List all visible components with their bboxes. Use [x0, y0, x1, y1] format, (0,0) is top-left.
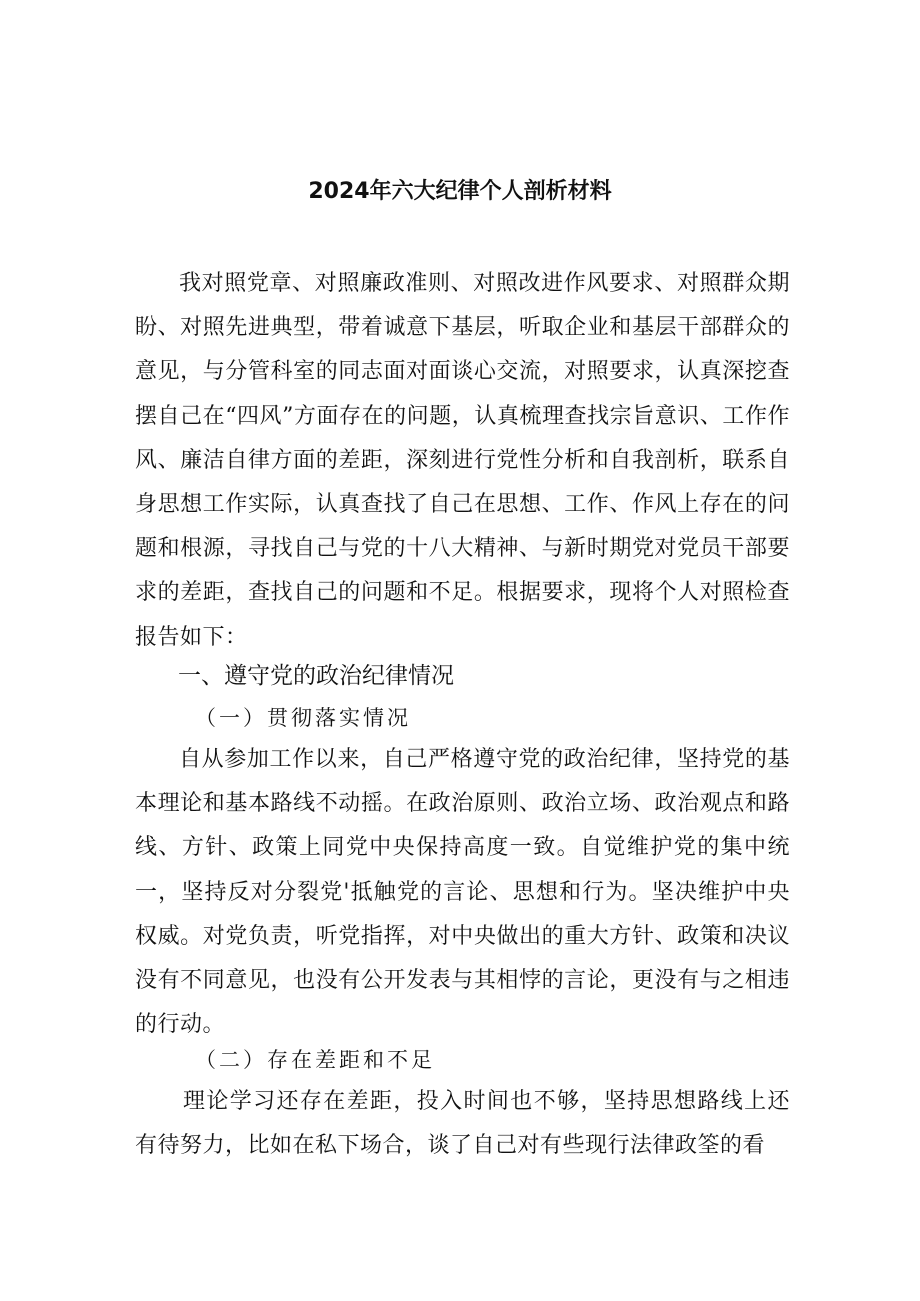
subsection-heading-gaps: （二）存在差距和不足 [195, 1048, 435, 1072]
document-title: 2024年六大纪律个人剖析材料 [308, 179, 612, 204]
intro-paragraph: 我对照党章、对照廉政准则、对照改进作风要求、对照群众期盼、对照先进典型，带着诚意下基层，听取企业和基层干部群众的意见，与分管科室的同志面对面谈心交流，对照要求，认真深挖查摆自己在“四风”方面存在的问题，认真梳理查找宗旨意识、工作作风、廉洁自律方面的差距，深刻进行党性分析和自我剖析，联系自身思想工作实际，认真查找了自己在思想、工作、作风上存在的问题和根源，寻找自己与党的十八大精神、与新时期党对党员干部要求的差距，查找自己的问题和不足。根据要求，现将个人对照检查报告如下： [135, 271, 790, 650]
gaps-paragraph: 理论学习还存在差距，投入时间也不够，坚持思想路线上还有待努力，比如在私下场合，谈了自己对有些现行法律政筌的看 [135, 1089, 790, 1159]
implementation-paragraph: 自从参加工作以来，自己严格遵守党的政治纪律，坚持党的基本理论和基本路线不动摇。在政治原则、政治立场、政治观点和路线、方针、政策上同党中央保持高度一致。自觉维护党的集中统一，坚持反对分裂党'抵触党的言论、思想和行为。坚决维护中央权威。对党负责，听党指挥，对中央做出的重大方针、政策和决议没有不同意见，也没有公开发表与其相悖的言论，更没有与之相违的行动。 [135, 747, 790, 1038]
section-heading-political-discipline: 一、遵守党的政治纪律情况 [178, 663, 454, 689]
subsection-heading-implementation: （一）贯彻落实情况 [195, 706, 411, 730]
